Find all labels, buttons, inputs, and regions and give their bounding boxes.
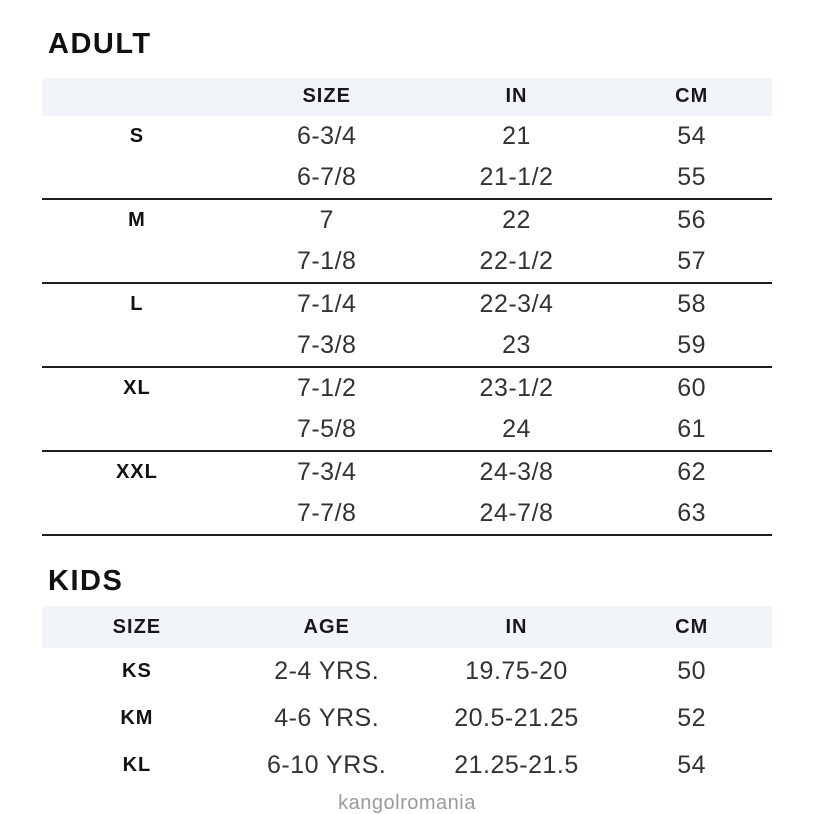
cell-in: 21-1/2: [422, 157, 612, 199]
cell-in: 19.75-20: [465, 657, 568, 685]
cell-cm: 58: [677, 290, 707, 318]
cell-size: 7: [319, 206, 334, 234]
cell-cm: 56: [677, 206, 707, 234]
cell-cm: 50: [677, 657, 707, 685]
cell-size: 6-3/4: [232, 115, 422, 157]
table-row: [42, 115, 772, 157]
cell-in: 21.25-21.5: [454, 751, 579, 779]
cell-in: 20.5-21.25: [454, 704, 579, 732]
cell-size: 7-1/2: [296, 374, 357, 402]
cell-in: 23: [422, 325, 612, 367]
cell-size-label: M: [128, 209, 146, 231]
table-row: [42, 695, 772, 742]
adult-header-size: SIZE: [302, 84, 351, 107]
cell-in: 21: [422, 115, 612, 157]
table-row: [42, 742, 772, 789]
cell-age: 4-6 YRS.: [274, 704, 380, 732]
brand-watermark: kangolromania: [338, 792, 476, 814]
cell-size-label: KS: [122, 660, 152, 682]
cell-size: 7-1/8: [232, 241, 422, 283]
adult-section-title: ADULT: [48, 28, 152, 60]
table-row: [42, 648, 772, 695]
cell-size: 7-3/4: [296, 458, 357, 486]
cell-size-label: KM: [120, 707, 154, 729]
table-row: [42, 157, 772, 199]
cell-cm: 59: [611, 325, 772, 367]
cell-in: 22-1/2: [422, 241, 612, 283]
cell-size-label: [42, 409, 232, 451]
table-row: [42, 325, 772, 367]
kids-header-row: [42, 606, 772, 648]
cell-cm: 61: [611, 409, 772, 451]
cell-size-label: S: [42, 115, 232, 157]
cell-in: 24-3/8: [479, 458, 554, 486]
cell-cm: 54: [677, 751, 707, 779]
table-row: [42, 283, 772, 325]
cell-in: 24: [422, 409, 612, 451]
table-row: [42, 493, 772, 535]
cell-size-label: XL: [123, 377, 151, 399]
cell-cm: 52: [677, 704, 707, 732]
cell-size-label: [42, 241, 232, 283]
adult-header-blank: [42, 78, 232, 115]
cell-size: 7-5/8: [232, 409, 422, 451]
cell-in: 22: [502, 206, 531, 234]
adult-size-table: [42, 78, 772, 536]
cell-cm: 62: [677, 458, 707, 486]
adult-header-cm: CM: [675, 84, 709, 107]
adult-header-row: [42, 78, 772, 115]
kids-size-table: [42, 606, 772, 789]
table-row: [42, 451, 772, 493]
cell-size-label: [42, 493, 232, 535]
adult-header-in: IN: [505, 84, 528, 107]
cell-cm: 57: [611, 241, 772, 283]
cell-cm: 55: [611, 157, 772, 199]
kids-header-age: AGE: [303, 615, 350, 638]
cell-in: 23-1/2: [479, 374, 554, 402]
kids-section-title: KIDS: [48, 565, 124, 597]
cell-size-label: [42, 157, 232, 199]
table-row: [42, 409, 772, 451]
kids-header-in: IN: [505, 615, 528, 638]
kids-header-cm: CM: [675, 615, 709, 638]
cell-age: 6-10 YRS.: [267, 751, 387, 779]
cell-size: 7-3/8: [232, 325, 422, 367]
cell-cm: 63: [611, 493, 772, 535]
table-row: [42, 241, 772, 283]
table-row: [42, 367, 772, 409]
cell-age: 2-4 YRS.: [274, 657, 380, 685]
cell-in: 22-3/4: [479, 290, 554, 318]
cell-size-label: L: [130, 293, 144, 315]
kids-header-size: SIZE: [112, 615, 162, 638]
table-row: [42, 199, 772, 241]
cell-cm: 54: [611, 115, 772, 157]
cell-in: 24-7/8: [422, 493, 612, 535]
cell-size: 7-7/8: [232, 493, 422, 535]
cell-size: 7-1/4: [296, 290, 357, 318]
cell-size-label: [42, 325, 232, 367]
cell-size-label: XXL: [115, 461, 158, 483]
cell-size-label: KL: [122, 754, 152, 776]
cell-size: 6-7/8: [232, 157, 422, 199]
cell-cm: 60: [677, 374, 707, 402]
